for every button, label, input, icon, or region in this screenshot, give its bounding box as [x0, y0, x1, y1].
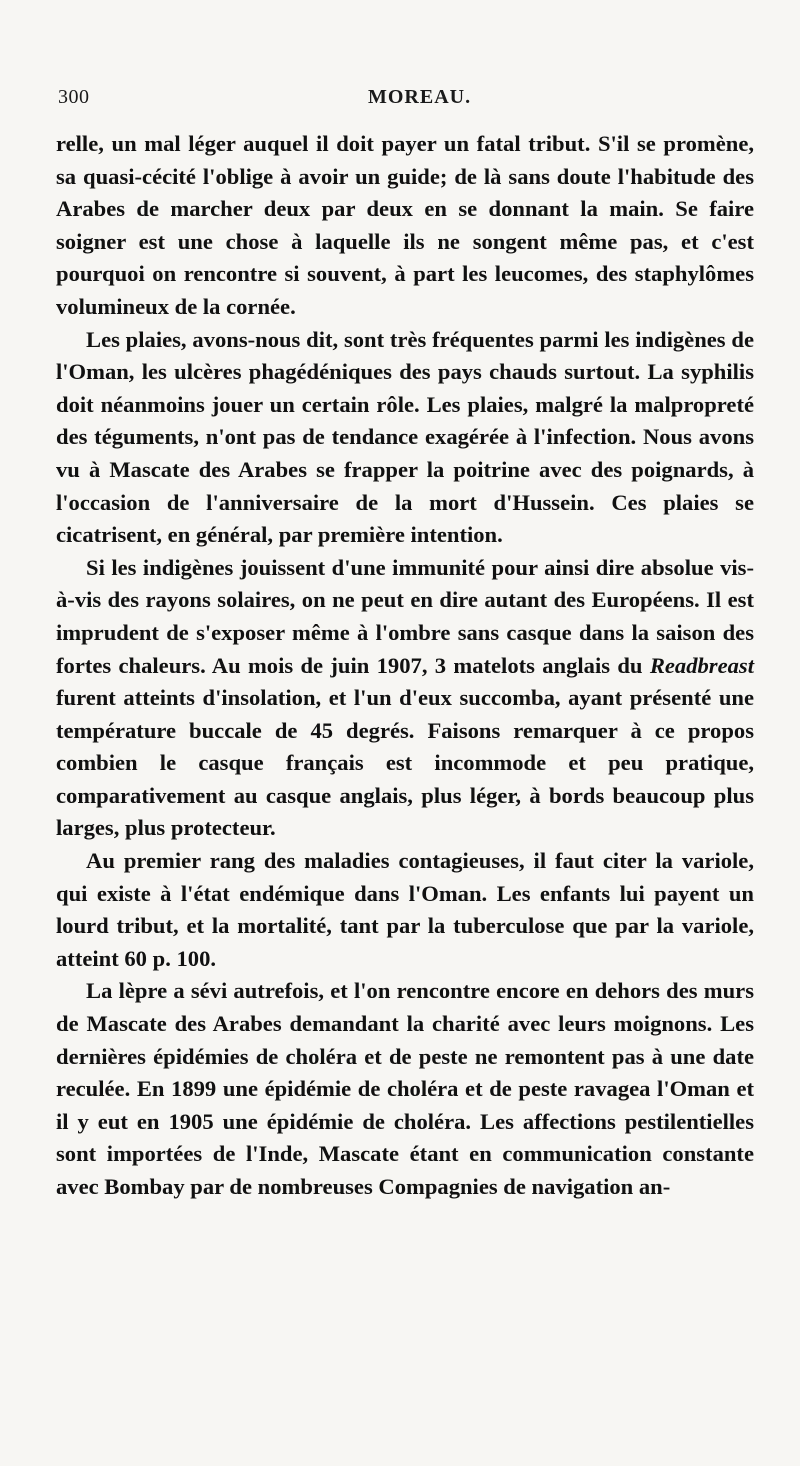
running-head: MOREAU.: [368, 86, 472, 108]
paragraph-4: Au premier rang des maladies contagieuses, il faut citer la variole, qui existe à l'état endémique dans l'Oman. Les enfants lui payent un lourd tribut, et la mortalité, tant par la tuberculose que par la variole, atteint 60 p. 100.: [56, 848, 754, 971]
paragraph-2: Les plaies, avons-nous dit, sont très fréquentes parmi les indigènes de l'Oman, les ulcères phagédéniques des pays chauds surtout. La syphilis doit néanmoins jouer un certain rôle. Les plaies, malgré la malpropreté des téguments, n'ont pas de tendance exagérée à l'infection. Nous avons vu à Mascate des Arabes se frapper la poitrine avec des poignards, à l'occasion de l'anniversaire de la mort d'Hussein. Ces plaies se cicatrisent, en général, par première intention.: [56, 326, 754, 548]
paragraph-3: [56, 552, 754, 845]
paragraph-5: La lèpre a sévi autrefois, et l'on rencontre encore en dehors des murs de Mascate des Arabes demandant la charité avec leurs moignons. Les dernières épidémies de choléra et de peste ne remontent pas à une date reculée. En 1899 une épidémie de choléra et de peste ravagea l'Oman et il y eut en 1905 une épidémie de choléra. Les affections pestilentielles sont importées de l'Inde, Mascate étant en communication constante avec Bombay par de nombreuses Compagnies de navigation an-: [56, 978, 754, 1199]
ship-name: Readbreast: [649, 652, 754, 678]
paragraph-1: relle, un mal léger auquel il doit payer un fatal tribut. S'il se promène, sa quasi-cécité l'oblige à avoir un guide; de là sans doute l'habitude des Arabes de marcher deux par deux en se donnant la main. Se faire soigner est une chose à laquelle ils ne songent même pas, et c'est pourquoi on rencontre si souvent, à part les leucomes, des staphylômes volumineux de la cornée.: [56, 131, 754, 319]
page-number: 300: [58, 86, 90, 108]
body-text: [56, 128, 754, 1204]
page-header: [58, 86, 758, 116]
paragraph-3-part-2: furent atteints d'insolation, et l'un d'eux succomba, ayant présenté une température buccale de 45 degrés. Faisons remarquer à ce propos combien le casque français est incommode et peu pratique, comparativement au casque anglais, plus léger, à bords beaucoup plus larges, plus protecteur.: [56, 685, 754, 841]
paragraph-3-part-1: Si les indigènes jouissent d'une immunité pour ainsi dire absolue vis-à-vis des rayons solaires, on ne peut en dire autant des Européens. Il est imprudent de s'exposer même à l'ombre sans casque dans la saison des fortes chaleurs. Au mois de juin 1907, 3 matelots anglais du: [56, 554, 754, 678]
